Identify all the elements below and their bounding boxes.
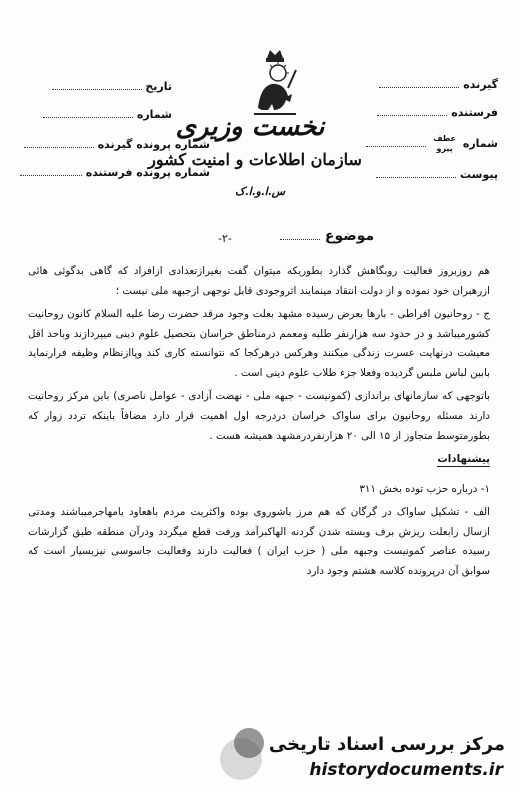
- office-title: نخست وزیری: [175, 112, 325, 142]
- paragraph-tudeh-item: ۱- درباره حزب توده بخش ۳۱۱: [359, 482, 490, 495]
- attachment-label: پیوست: [460, 168, 498, 181]
- recipient-dots: [379, 78, 459, 88]
- recipient-field: [370, 78, 498, 91]
- subject-dots: [280, 230, 320, 240]
- number-sub-1: عطف: [433, 134, 456, 143]
- number-sub-labels: [433, 134, 456, 154]
- recipient-file-label: شماره پرونده گیرنده: [97, 138, 210, 151]
- sender-field: [370, 106, 498, 119]
- lion-and-sun-emblem-icon: [250, 48, 300, 118]
- number-sub-2: پیرو: [436, 144, 453, 153]
- paragraph-subversive-orgs: باتوجهی که سازمانهای براندازی (کمونیست - جبهه ملی - نهضت آزادی - عوامل ناصری) باین مرکز روحانیت دارند مسئله روحانیون برای ساواک خراسان دردرجه اول اهمیت قرار دارد مضافاً باینکه تردد زوار که بطورمتوسط متجاوز از ۱۵ الی ۲۰ هزارنفردرمشهد همیشه هست .: [28, 390, 490, 442]
- suggestions-heading-text: پیشنهادات: [437, 453, 490, 466]
- date-label: تاریخ: [145, 80, 172, 93]
- left-number-dots: [43, 108, 133, 118]
- date-dots: [52, 80, 142, 90]
- attachment-field: [370, 168, 498, 181]
- suggestions-heading: [28, 450, 490, 470]
- recipient-label: گیرنده: [463, 78, 498, 91]
- right-number-label: شماره: [462, 137, 498, 150]
- reference-code: س.ا.و.ا.ک: [234, 185, 285, 198]
- attachment-dots: [376, 168, 456, 178]
- right-number-dots: [366, 137, 426, 147]
- watermark-name: مرکز بررسی اسناد تاریخی: [268, 734, 505, 755]
- subject-label: موضوع: [324, 228, 375, 244]
- date-field: [22, 80, 172, 93]
- watermark: [220, 728, 505, 786]
- sender-file-label: شماره پرونده فرستنده: [85, 166, 210, 179]
- left-number-label: شماره: [136, 108, 172, 121]
- office-subtitle: سازمان اطلاعات و امنیت کشور: [148, 150, 362, 169]
- paragraph-gorgan: الف - تشکیل ساواک در گرگان که هم مرز باشوروی بوده واکثریت مردم باهعاود یامهاجرمیباشند ومدتی ازسال رابعلت ریزش برف وبسته شدن گردنه الهاکبرآمد ورفت قطع میگردد ودرآن منطقه طبق گزارشات رسیده عناصر کمونیست وجبهه ملی ( حزب ایران ) فعالیت دارند وفعالیت جاسوسی نیزبسیار است که سوابق آن درپرونده کلاسه هشتم وجود دارد: [28, 506, 490, 577]
- document-body: [28, 262, 490, 714]
- sender-dots: [377, 106, 447, 116]
- watermark-disc-icon-2: [234, 728, 264, 758]
- right-number-field: [350, 134, 498, 154]
- recipient-file-dots: [24, 138, 94, 148]
- paragraph-national-front: هم روزبروز فعالیت روبگاهش گذارد بطوریکه میتوان گفت بغیرازتعدادی ازافراد که گاهی بدگوئی هائی ازرهبران خود نموده و از دولت انتقاد مینمایند اثروجودی قابل توجهی ازجبهه ملی نیست ؛: [28, 265, 490, 297]
- subject-line: [280, 228, 374, 244]
- watermark-url: historydocuments.ir: [309, 760, 503, 780]
- page-number: -۲-: [218, 232, 232, 245]
- paragraph-clergy: ج - روحانیون افراطی - بارها بعرض رسیده مشهد بعلت وجود مرقد حضرت رضا علیه السلام کانون روحانیت کشورمیباشد و در حدود سه هزارنفر طلبه ومعمم درمناطق خراسان بتحصیل علوم دینی میپردازند وباحد اقل معیشت درنهایت عسرت زندگی میکنند وهرکس درهرکجا که نتوانسته کاری کند وپاازنظام وظیفه فرارنماید بابین لباس ملبس گردیده وفعلا جزء طلاب علوم دینی است .: [28, 308, 490, 379]
- sender-file-dots: [20, 166, 82, 176]
- sender-label: فرستنده: [451, 106, 498, 119]
